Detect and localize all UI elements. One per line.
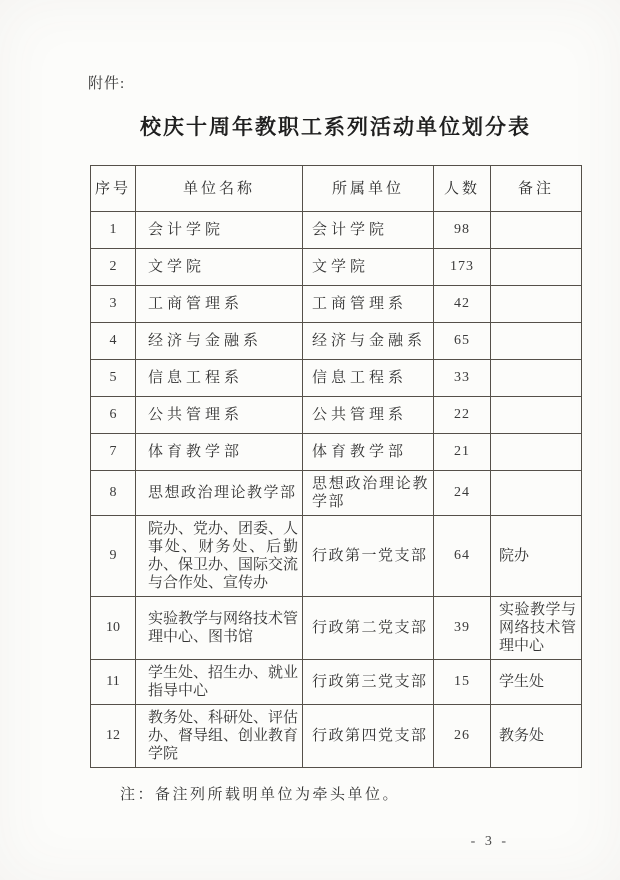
cell-remark: 实验教学与网络技术管理中心: [491, 597, 582, 660]
cell-remark: [491, 212, 582, 249]
cell-affiliation: 思想政治理论教学部: [303, 471, 434, 516]
cell-count: 42: [434, 286, 491, 323]
table-row: [91, 471, 582, 516]
cell-unit: 经济与金融系: [136, 323, 303, 360]
cell-count: 24: [434, 471, 491, 516]
cell-unit: 学生处、招生办、就业指导中心: [136, 660, 303, 705]
table-row: [91, 286, 582, 323]
cell-count: 26: [434, 705, 491, 768]
cell-remark: [491, 397, 582, 434]
table-row: [91, 597, 582, 660]
cell-unit: 文学院: [136, 249, 303, 286]
cell-count: 173: [434, 249, 491, 286]
cell-affiliation: 公共管理系: [303, 397, 434, 434]
table-header-row: [91, 166, 582, 212]
cell-count: 15: [434, 660, 491, 705]
document-title: 校庆十周年教职工系列活动单位划分表: [140, 115, 531, 139]
footnote: 注：备注列所载明单位为牵头单位。: [120, 787, 401, 803]
cell-unit: 工商管理系: [136, 286, 303, 323]
table-row: [91, 360, 582, 397]
cell-count: 98: [434, 212, 491, 249]
cell-count: 64: [434, 516, 491, 597]
cell-affiliation: 工商管理系: [303, 286, 434, 323]
cell-remark: 学生处: [491, 660, 582, 705]
cell-unit: 院办、党办、团委、人事处、财务处、后勤办、保卫办、国际交流与合作处、宣传办: [136, 516, 303, 597]
cell-affiliation: 行政第一党支部: [303, 516, 434, 597]
table-row: [91, 660, 582, 705]
cell-affiliation: 经济与金融系: [303, 323, 434, 360]
cell-remark: [491, 434, 582, 471]
cell-affiliation: 行政第四党支部: [303, 705, 434, 768]
cell-count: 65: [434, 323, 491, 360]
table-body: [91, 212, 582, 768]
cell-no: 11: [91, 660, 136, 705]
table-row: [91, 323, 582, 360]
cell-remark: 教务处: [491, 705, 582, 768]
cell-affiliation: 行政第三党支部: [303, 660, 434, 705]
cell-unit: 会计学院: [136, 212, 303, 249]
cell-remark: [491, 286, 582, 323]
cell-unit: 教务处、科研处、评估办、督导组、创业教育学院: [136, 705, 303, 768]
units-table: [90, 165, 582, 768]
cell-no: 2: [91, 249, 136, 286]
cell-unit: 体育教学部: [136, 434, 303, 471]
table-row: [91, 212, 582, 249]
cell-no: 10: [91, 597, 136, 660]
column-header-count: 人数: [434, 166, 491, 212]
cell-no: 9: [91, 516, 136, 597]
column-header-unit: 单位名称: [136, 166, 303, 212]
cell-no: 1: [91, 212, 136, 249]
cell-no: 12: [91, 705, 136, 768]
cell-no: 6: [91, 397, 136, 434]
cell-unit: 公共管理系: [136, 397, 303, 434]
cell-remark: [491, 360, 582, 397]
page-number: - 3 -: [470, 834, 509, 849]
column-header-affiliation: 所属单位: [303, 166, 434, 212]
table-row: [91, 516, 582, 597]
cell-unit: 信息工程系: [136, 360, 303, 397]
cell-affiliation: 会计学院: [303, 212, 434, 249]
cell-affiliation: 行政第二党支部: [303, 597, 434, 660]
cell-no: 4: [91, 323, 136, 360]
cell-count: 22: [434, 397, 491, 434]
cell-affiliation: 信息工程系: [303, 360, 434, 397]
cell-no: 5: [91, 360, 136, 397]
table-row: [91, 705, 582, 768]
table-row: [91, 434, 582, 471]
cell-affiliation: 体育教学部: [303, 434, 434, 471]
cell-no: 7: [91, 434, 136, 471]
cell-affiliation: 文学院: [303, 249, 434, 286]
cell-unit: 思想政治理论教学部: [136, 471, 303, 516]
cell-count: 33: [434, 360, 491, 397]
cell-count: 21: [434, 434, 491, 471]
cell-count: 39: [434, 597, 491, 660]
document-content: [90, 72, 581, 850]
cell-remark: [491, 249, 582, 286]
table-row: [91, 249, 582, 286]
cell-remark: [491, 471, 582, 516]
cell-no: 8: [91, 471, 136, 516]
table-row: [91, 397, 582, 434]
column-header-remark: 备注: [491, 166, 582, 212]
cell-unit: 实验教学与网络技术管理中心、图书馆: [136, 597, 303, 660]
cell-remark: 院办: [491, 516, 582, 597]
column-header-no: 序号: [91, 166, 136, 212]
cell-remark: [491, 323, 582, 360]
attachment-label: 附件:: [88, 76, 126, 92]
cell-no: 3: [91, 286, 136, 323]
